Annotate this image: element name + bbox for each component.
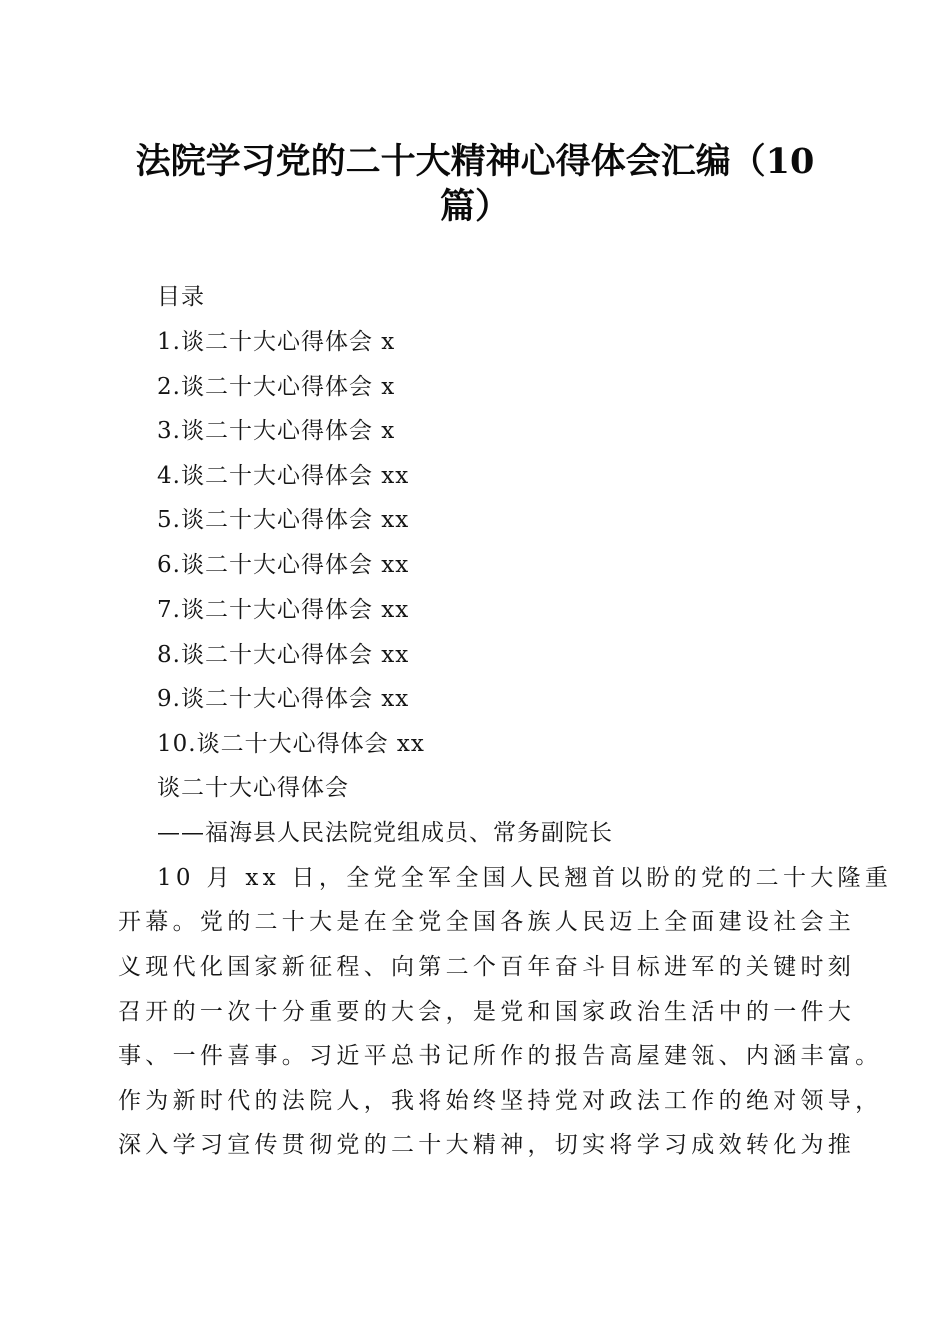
toc-item: 10.谈二十大心得体会 xx [157,731,425,757]
paragraph-line: 义现代化国家新征程、向第二个百年奋斗目标进军的关键时刻 [118,954,856,980]
toc-item: 2.谈二十大心得体会 x [157,374,396,400]
paragraph-line: 作为新时代的法院人，我将始终坚持党对政法工作的绝对领导， [118,1088,883,1114]
toc-item: 3.谈二十大心得体会 x [157,418,396,444]
paragraph-line: 深入学习宣传贯彻党的二十大精神，切实将学习成效转化为推 [118,1132,856,1158]
toc-item: 7.谈二十大心得体会 xx [157,597,410,623]
toc-item: 9.谈二十大心得体会 xx [157,686,410,712]
document-title-line-1: 法院学习党的二十大精神心得体会汇编（10 [135,141,815,182]
toc-item: 6.谈二十大心得体会 xx [157,552,410,578]
toc-item: 1.谈二十大心得体会 x [157,329,396,355]
paragraph-line: 10 月 xx 日，全党全军全国人民翘首以盼的党的二十大隆重 [157,865,893,891]
toc-item: 5.谈二十大心得体会 xx [157,507,410,533]
paragraph-line: 召开的一次十分重要的大会，是党和国家政治生活中的一件大 [118,999,856,1025]
toc-item: 8.谈二十大心得体会 xx [157,642,410,668]
article-author: ——福海县人民法院党组成员、常务副院长 [157,820,613,846]
toc-heading: 目录 [157,284,205,310]
paragraph-line: 事、一件喜事。习近平总书记所作的报告高屋建瓴、内涵丰富。 [118,1043,883,1069]
document-title-line-2: 篇） [439,186,510,227]
paragraph-line: 开幕。党的二十大是在全党全国各族人民迈上全面建设社会主 [118,909,856,935]
toc-item: 4.谈二十大心得体会 xx [157,463,410,489]
article-title: 谈二十大心得体会 [157,775,349,801]
